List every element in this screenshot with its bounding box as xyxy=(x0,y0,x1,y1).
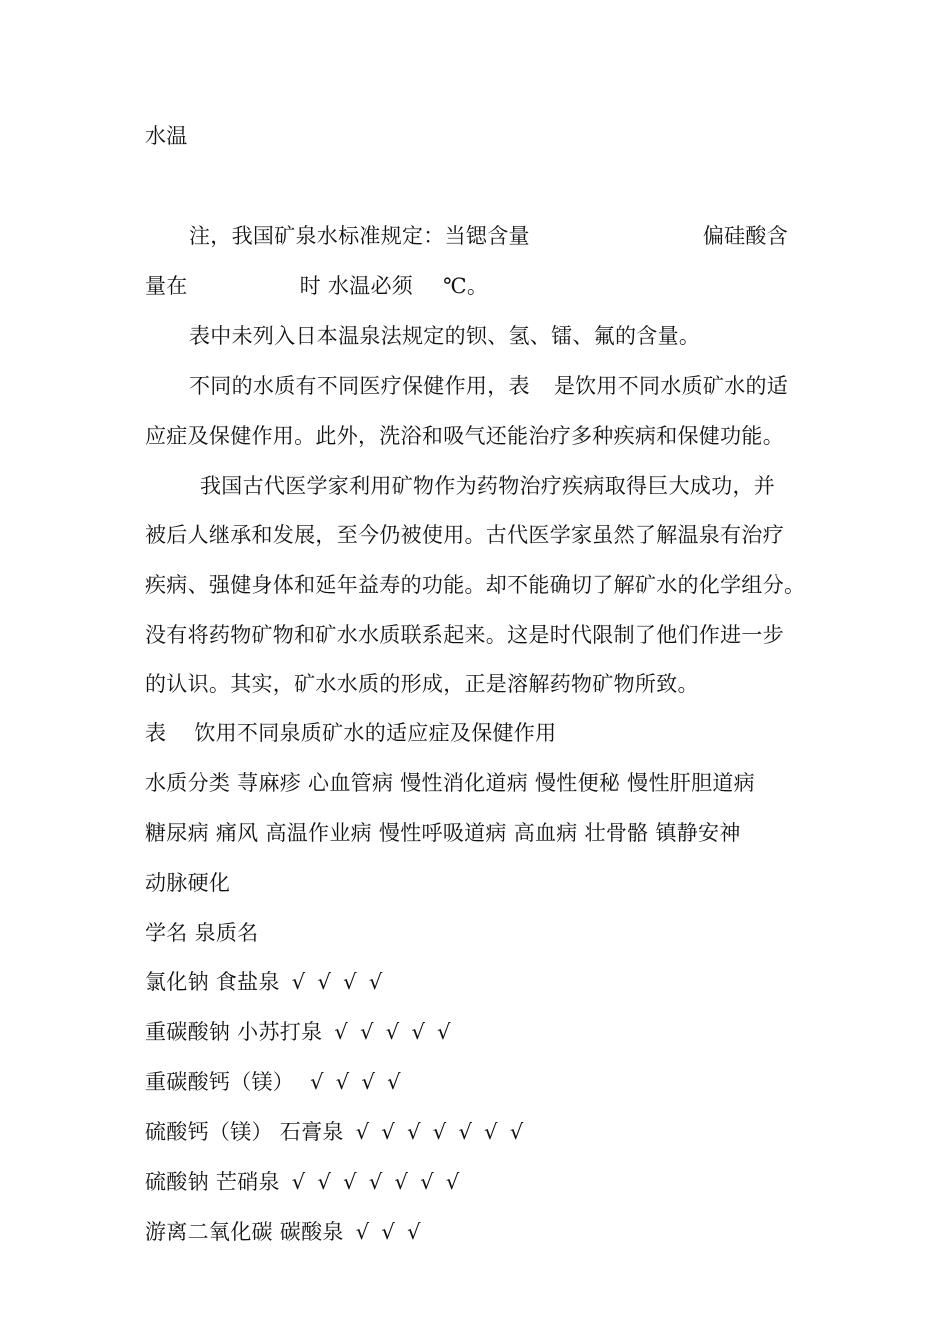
row-checks xyxy=(356,1220,433,1244)
table-row xyxy=(145,1067,810,1097)
paragraph-quality-part-b: 是饮用不同水质矿水的适 xyxy=(553,374,789,398)
check-mark: √ xyxy=(368,1170,383,1194)
table-caption xyxy=(145,718,810,748)
paragraph-ancient-line-1: 我国古代医学家利用矿物作为药物治疗疾病取得巨大成功，并 xyxy=(200,474,776,498)
row-checks xyxy=(292,970,395,994)
check-mark: √ xyxy=(317,1170,332,1194)
check-mark: √ xyxy=(407,1120,421,1144)
check-mark: √ xyxy=(484,1120,498,1144)
check-mark: √ xyxy=(432,1120,447,1144)
note-line-1 xyxy=(189,221,810,251)
check-mark: √ xyxy=(343,970,357,994)
table-row xyxy=(145,967,810,997)
check-mark: √ xyxy=(361,1070,376,1094)
row-label: 重碳酸钙（镁） xyxy=(145,1070,295,1094)
table-caption-prefix: 表 xyxy=(145,721,167,745)
note-line-1-part-a: 注，我国矿泉水标准规定：当锶含量 xyxy=(189,224,530,248)
check-mark: √ xyxy=(381,1220,396,1244)
check-mark: √ xyxy=(385,1020,400,1044)
paragraph-ancient-line-3: 疾病、强健身体和延年益寿的功能。却不能确切了解矿水的化学组分。 xyxy=(145,573,806,597)
check-mark: √ xyxy=(355,1220,370,1244)
check-mark: √ xyxy=(445,1170,460,1194)
check-mark: √ xyxy=(394,1170,409,1194)
check-mark: √ xyxy=(407,1220,421,1244)
paragraph-japan-law: 表中未列入日本温泉法规定的钡、氢、镭、氟的含量。 xyxy=(189,324,701,348)
check-mark: √ xyxy=(360,1020,374,1044)
paragraph-ancient-line-5: 的认识。其实，矿水水质的形成，正是溶解药物矿物所致。 xyxy=(145,672,699,696)
row-label: 重碳酸钠 小苏打泉 xyxy=(145,1020,323,1044)
paragraph-quality-line-1 xyxy=(189,371,810,401)
check-mark: √ xyxy=(387,1070,401,1094)
check-mark: √ xyxy=(368,970,383,994)
check-mark: √ xyxy=(343,1170,357,1194)
check-mark: √ xyxy=(335,1070,350,1094)
row-checks xyxy=(292,1170,472,1194)
table-row xyxy=(145,1167,810,1197)
table-row xyxy=(145,1217,810,1247)
note-line-2 xyxy=(145,271,810,301)
note-line-2-part-b: 时 水温必须 xyxy=(299,274,414,298)
table-header-line-2: 糖尿病 痛风 高温作业病 慢性呼吸道病 高血病 壮骨骼 镇静安神 xyxy=(145,821,741,845)
check-mark: √ xyxy=(458,1120,473,1144)
check-mark: √ xyxy=(334,1020,349,1044)
row-checks xyxy=(310,1070,413,1094)
paragraph-quality-line-2: 应症及保健作用。此外，洗浴和吸气还能治疗多种疾病和保健功能。 xyxy=(145,424,784,448)
check-mark: √ xyxy=(291,1170,306,1194)
row-checks xyxy=(334,1020,462,1044)
check-mark: √ xyxy=(355,1120,370,1144)
row-checks xyxy=(356,1120,536,1144)
table-header-line-3: 动脉硬化 xyxy=(145,871,231,895)
note-line-2-part-c: ℃。 xyxy=(443,274,489,298)
check-mark: √ xyxy=(291,970,306,994)
paragraph-ancient-line-4: 没有将药物矿物和矿水水质联系起来。这是时代限制了他们作进一步 xyxy=(145,623,784,647)
check-mark: √ xyxy=(437,1020,451,1044)
heading-water-temperature: 水温 xyxy=(145,124,188,148)
paragraph-quality-part-a: 不同的水质有不同医疗保健作用，表 xyxy=(189,374,530,398)
check-mark: √ xyxy=(310,1070,324,1094)
row-label: 硫酸钠 芒硝泉 xyxy=(145,1170,280,1194)
table-row xyxy=(145,1117,810,1147)
table-caption-title: 饮用不同泉质矿水的适应症及保健作用 xyxy=(194,721,557,745)
table-row xyxy=(145,1017,810,1047)
row-label: 氯化钠 食盐泉 xyxy=(145,970,280,994)
row-label: 硫酸钙（镁） 石膏泉 xyxy=(145,1120,344,1144)
row-label: 游离二氧化碳 碳酸泉 xyxy=(145,1220,344,1244)
check-mark: √ xyxy=(411,1020,426,1044)
check-mark: √ xyxy=(317,970,332,994)
check-mark: √ xyxy=(509,1120,524,1144)
check-mark: √ xyxy=(381,1120,396,1144)
table-header-line-1: 水质分类 荨麻疹 心血管病 慢性消化道病 慢性便秘 慢性肝胆道病 xyxy=(145,771,755,795)
table-subheader: 学名 泉质名 xyxy=(145,921,259,945)
paragraph-ancient-line-2: 被后人继承和发展，至今仍被使用。古代医学家虽然了解温泉有治疗 xyxy=(145,523,784,547)
check-mark: √ xyxy=(420,1170,434,1194)
note-line-1-part-b: 偏硅酸含 xyxy=(702,224,789,248)
note-line-2-part-a: 量在 xyxy=(145,274,188,298)
